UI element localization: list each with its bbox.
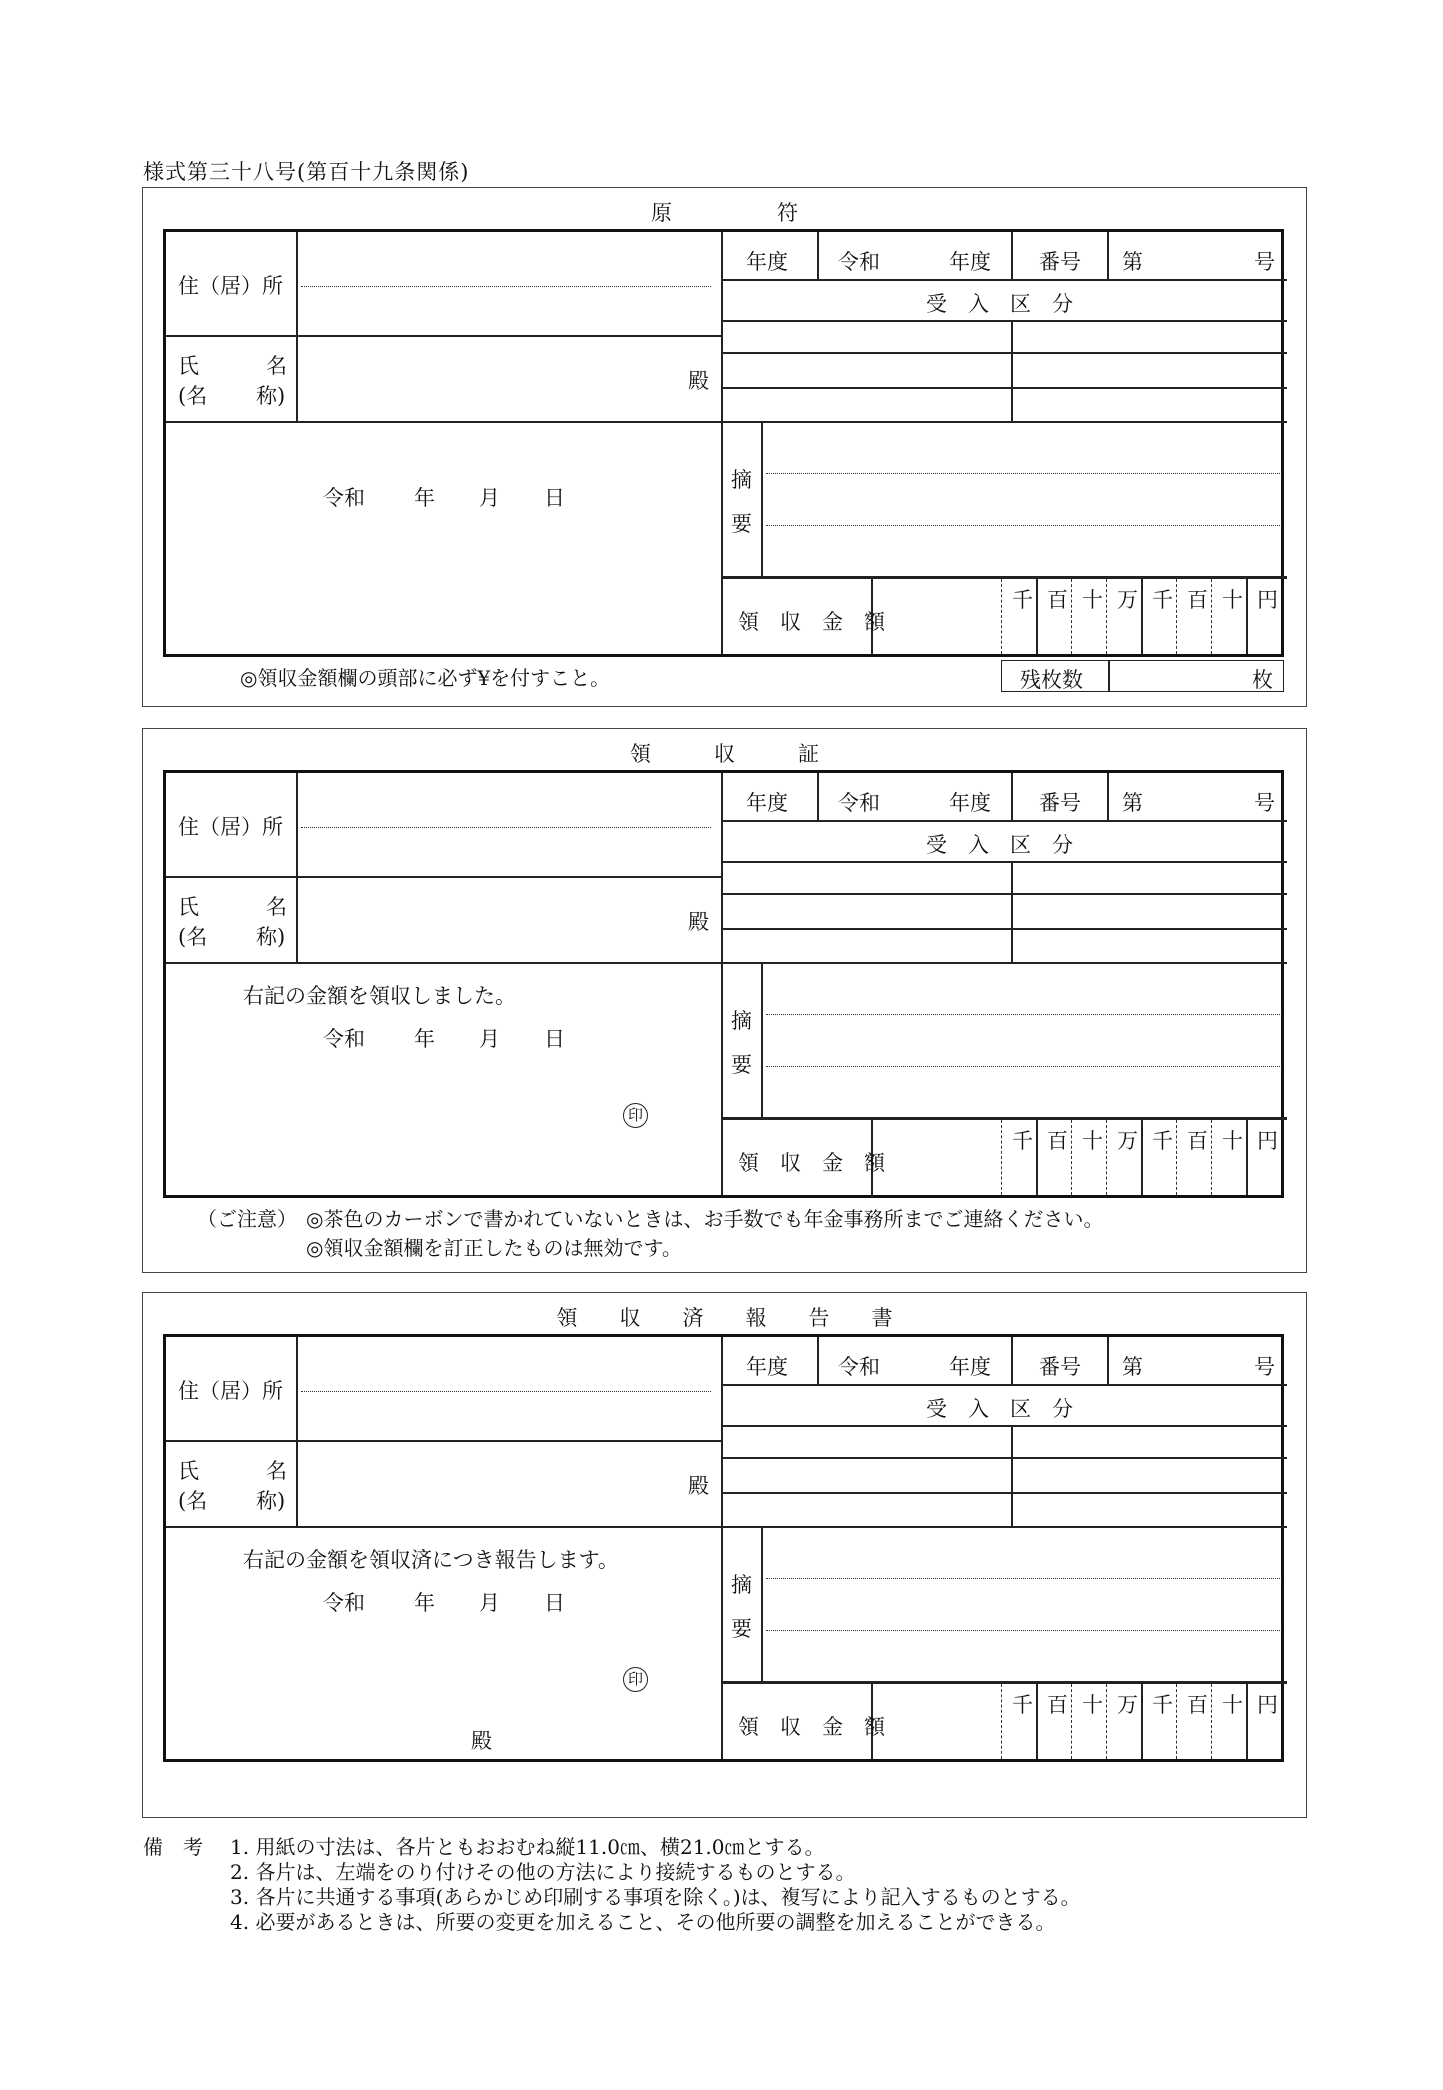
date-day: 日 <box>544 486 565 510</box>
digit-line <box>1001 1684 1002 1759</box>
seal-mark: 印 <box>623 1103 648 1128</box>
summary-label-a: 摘 <box>731 1573 752 1597</box>
digit-line <box>1071 1120 1072 1195</box>
digit-label: 十 <box>1082 1693 1103 1717</box>
col-line <box>1011 1425 1013 1526</box>
amount-label: 領 収 金 額 <box>738 610 885 634</box>
receipt-category-label: 受 入 区 分 <box>926 292 1073 316</box>
digit-line <box>1176 1120 1177 1195</box>
summary-dotline <box>766 1578 1282 1579</box>
digit-label: 千 <box>1152 1693 1173 1717</box>
stub-form <box>163 229 1284 657</box>
row-line <box>721 1681 1287 1684</box>
form-heading: 様式第三十八号(第百十九条関係) <box>143 160 470 184</box>
row-line <box>721 320 1287 322</box>
fiscal-year-label: 年度 <box>746 791 788 815</box>
seal-mark: 印 <box>623 1667 648 1692</box>
amount-label: 領 収 金 額 <box>738 1715 885 1739</box>
caution-line-1: ◎茶色のカーボンで書かれていないときは、お手数でも年金事務所までご連絡ください。 <box>306 1207 1104 1231</box>
date-month: 月 <box>479 1027 500 1051</box>
label-divider <box>296 232 298 421</box>
report-title: 領 収 済 報 告 書 <box>556 1306 893 1330</box>
digit-label: 千 <box>1012 588 1033 612</box>
go-label: 号 <box>1254 791 1275 815</box>
row-line <box>721 861 1287 863</box>
name-label-d: 称) <box>256 384 286 408</box>
name-label-c: (名 <box>178 1489 208 1513</box>
honorific-text: 殿 <box>688 1474 709 1498</box>
row-line <box>166 335 721 337</box>
dai-label: 第 <box>1122 791 1143 815</box>
report-form <box>163 1334 1284 1762</box>
date-year: 年 <box>414 1591 435 1615</box>
row-line <box>721 1117 1287 1120</box>
summary-label-b: 要 <box>731 512 752 536</box>
row-line <box>721 928 1287 930</box>
row-line <box>721 576 1287 579</box>
name-label-c: (名 <box>178 925 208 949</box>
digit-line <box>1106 579 1107 654</box>
digit-label: 万 <box>1117 1693 1138 1717</box>
date-day: 日 <box>544 1591 565 1615</box>
remarks-label: 備 考 <box>143 1835 203 1859</box>
digit-label: 百 <box>1187 1693 1208 1717</box>
remarks-item: 4. 必要があるときは、所要の変更を加えること、その他所要の調整を加えることができる。 <box>230 1910 1056 1934</box>
amount-label: 領 収 金 額 <box>738 1151 885 1175</box>
date-month: 月 <box>479 1591 500 1615</box>
digit-label: 円 <box>1257 588 1278 612</box>
digit-line <box>1036 579 1038 654</box>
dai-label: 第 <box>1122 250 1143 274</box>
address-dotline <box>301 286 711 287</box>
col-line <box>1107 1337 1109 1384</box>
col-line <box>1107 773 1109 820</box>
digit-label: 千 <box>1152 588 1173 612</box>
digit-line <box>1246 579 1248 654</box>
receipt-statement: 右記の金額を領収しました。 <box>243 984 516 1008</box>
digit-line <box>1211 1120 1212 1195</box>
row-line <box>166 1526 1287 1528</box>
name-label-a: 氏 <box>178 354 199 378</box>
digit-label: 十 <box>1082 588 1103 612</box>
digit-label: 円 <box>1257 1693 1278 1717</box>
date-day: 日 <box>544 1027 565 1051</box>
col-line <box>1011 232 1013 279</box>
name-label-b: 名 <box>266 354 287 378</box>
row-line <box>721 1425 1287 1427</box>
reiwa-label: 令和 <box>838 791 880 815</box>
row-line <box>721 1492 1287 1494</box>
digit-label: 百 <box>1047 588 1068 612</box>
remaining-box <box>1001 660 1284 692</box>
digit-line <box>1211 579 1212 654</box>
number-label: 番号 <box>1039 791 1081 815</box>
summary-dotline <box>766 525 1282 526</box>
row-line <box>721 352 1287 354</box>
col-line <box>761 421 763 576</box>
digit-label: 十 <box>1222 1693 1243 1717</box>
digit-line <box>1141 1684 1143 1759</box>
col-line <box>817 773 819 820</box>
digit-label: 千 <box>1012 1693 1033 1717</box>
digit-label: 十 <box>1222 588 1243 612</box>
digit-line <box>1036 1684 1038 1759</box>
receipt-form <box>163 770 1284 1198</box>
col-line <box>761 962 763 1117</box>
date-year: 年 <box>414 1027 435 1051</box>
digit-line <box>1106 1120 1107 1195</box>
col-line <box>1011 773 1013 820</box>
honorific-text: 殿 <box>688 369 709 393</box>
name-label-b: 名 <box>266 1459 287 1483</box>
digit-label: 円 <box>1257 1129 1278 1153</box>
remarks-item: 2. 各片は、左端をのり付けその他の方法により接続するものとする。 <box>230 1860 856 1884</box>
digit-label: 万 <box>1117 588 1138 612</box>
remaining-label: 残枚数 <box>1020 668 1083 692</box>
row-line <box>166 962 1287 964</box>
row-line <box>721 387 1287 389</box>
digit-label: 百 <box>1187 588 1208 612</box>
summary-dotline <box>766 1014 1282 1015</box>
address-label: 住（居）所 <box>178 274 283 298</box>
stub-title: 原 符 <box>651 201 798 225</box>
digit-line <box>1001 1120 1002 1195</box>
digit-label: 百 <box>1047 1129 1068 1153</box>
fiscal-year-label: 年度 <box>746 250 788 274</box>
bottom-honorific: 殿 <box>471 1729 492 1753</box>
receipt-category-label: 受 入 区 分 <box>926 1397 1073 1421</box>
stub-note: ◎領収金額欄の頭部に必ず¥を付すこと。 <box>240 666 611 690</box>
address-dotline <box>301 1391 711 1392</box>
year-unit-label: 年度 <box>949 791 991 815</box>
summary-dotline <box>766 1066 1282 1067</box>
row-line <box>166 876 721 878</box>
label-divider <box>296 773 298 962</box>
col-line <box>1011 320 1013 421</box>
receipt-title: 領 収 証 <box>630 742 819 766</box>
date-reiwa: 令和 <box>323 486 365 510</box>
label-divider <box>296 1337 298 1526</box>
digit-label: 十 <box>1222 1129 1243 1153</box>
digit-line <box>1001 579 1002 654</box>
number-label: 番号 <box>1039 250 1081 274</box>
report-statement: 右記の金額を領収済につき報告します。 <box>243 1548 619 1572</box>
row-line <box>721 279 1287 281</box>
row-line <box>166 1440 721 1442</box>
dai-label: 第 <box>1122 1355 1143 1379</box>
name-label-a: 氏 <box>178 1459 199 1483</box>
date-reiwa: 令和 <box>323 1591 365 1615</box>
row-line <box>721 820 1287 822</box>
honorific-text: 殿 <box>688 910 709 934</box>
digit-label: 百 <box>1187 1129 1208 1153</box>
caution-label: （ご注意） <box>197 1207 297 1231</box>
digit-line <box>1141 1120 1143 1195</box>
reiwa-label: 令和 <box>838 1355 880 1379</box>
row-line <box>721 1457 1287 1459</box>
digit-label: 万 <box>1117 1129 1138 1153</box>
caution-line-2: ◎領収金額欄を訂正したものは無効です。 <box>306 1236 682 1260</box>
digit-line <box>1141 579 1143 654</box>
digit-line <box>1246 1120 1248 1195</box>
summary-label-a: 摘 <box>731 1009 752 1033</box>
name-label-c: (名 <box>178 384 208 408</box>
address-label: 住（居）所 <box>178 815 283 839</box>
summary-dotline <box>766 1630 1282 1631</box>
digit-line <box>1071 579 1072 654</box>
digit-label: 百 <box>1047 1693 1068 1717</box>
summary-label-b: 要 <box>731 1617 752 1641</box>
year-unit-label: 年度 <box>949 1355 991 1379</box>
number-label: 番号 <box>1039 1355 1081 1379</box>
digit-label: 十 <box>1082 1129 1103 1153</box>
main-divider <box>721 773 723 1195</box>
digit-line <box>1211 1684 1212 1759</box>
summary-label-b: 要 <box>731 1053 752 1077</box>
remarks-item: 1. 用紙の寸法は、各片ともおおむね縦11.0㎝、横21.0㎝とする。 <box>230 1835 825 1859</box>
remaining-unit: 枚 <box>1252 668 1273 692</box>
main-divider <box>721 232 723 654</box>
digit-line <box>1176 1684 1177 1759</box>
remarks-item: 3. 各片に共通する事項(あらかじめ印刷する事項を除く。)は、複写により記入するものとする。 <box>230 1885 1081 1909</box>
digit-line <box>1036 1120 1038 1195</box>
date-year: 年 <box>414 486 435 510</box>
date-reiwa: 令和 <box>323 1027 365 1051</box>
go-label: 号 <box>1254 1355 1275 1379</box>
digit-line <box>1071 1684 1072 1759</box>
col-line <box>761 1526 763 1681</box>
col-line <box>817 232 819 279</box>
name-label-d: 称) <box>256 925 286 949</box>
digit-line <box>1246 1684 1248 1759</box>
summary-label-a: 摘 <box>731 468 752 492</box>
fiscal-year-label: 年度 <box>746 1355 788 1379</box>
name-label-d: 称) <box>256 1489 286 1513</box>
name-label-a: 氏 <box>178 895 199 919</box>
col-line <box>1011 861 1013 962</box>
date-month: 月 <box>479 486 500 510</box>
reiwa-label: 令和 <box>838 250 880 274</box>
main-divider <box>721 1337 723 1759</box>
digit-label: 千 <box>1152 1129 1173 1153</box>
digit-line <box>1176 579 1177 654</box>
go-label: 号 <box>1254 250 1275 274</box>
row-line <box>721 893 1287 895</box>
row-line <box>721 1384 1287 1386</box>
address-dotline <box>301 827 711 828</box>
name-label-b: 名 <box>266 895 287 919</box>
remaining-divider <box>1108 661 1110 691</box>
address-label: 住（居）所 <box>178 1379 283 1403</box>
col-line <box>1107 232 1109 279</box>
digit-label: 千 <box>1012 1129 1033 1153</box>
row-line <box>166 421 1287 423</box>
summary-dotline <box>766 473 1282 474</box>
receipt-category-label: 受 入 区 分 <box>926 833 1073 857</box>
year-unit-label: 年度 <box>949 250 991 274</box>
col-line <box>817 1337 819 1384</box>
digit-line <box>1106 1684 1107 1759</box>
col-line <box>1011 1337 1013 1384</box>
